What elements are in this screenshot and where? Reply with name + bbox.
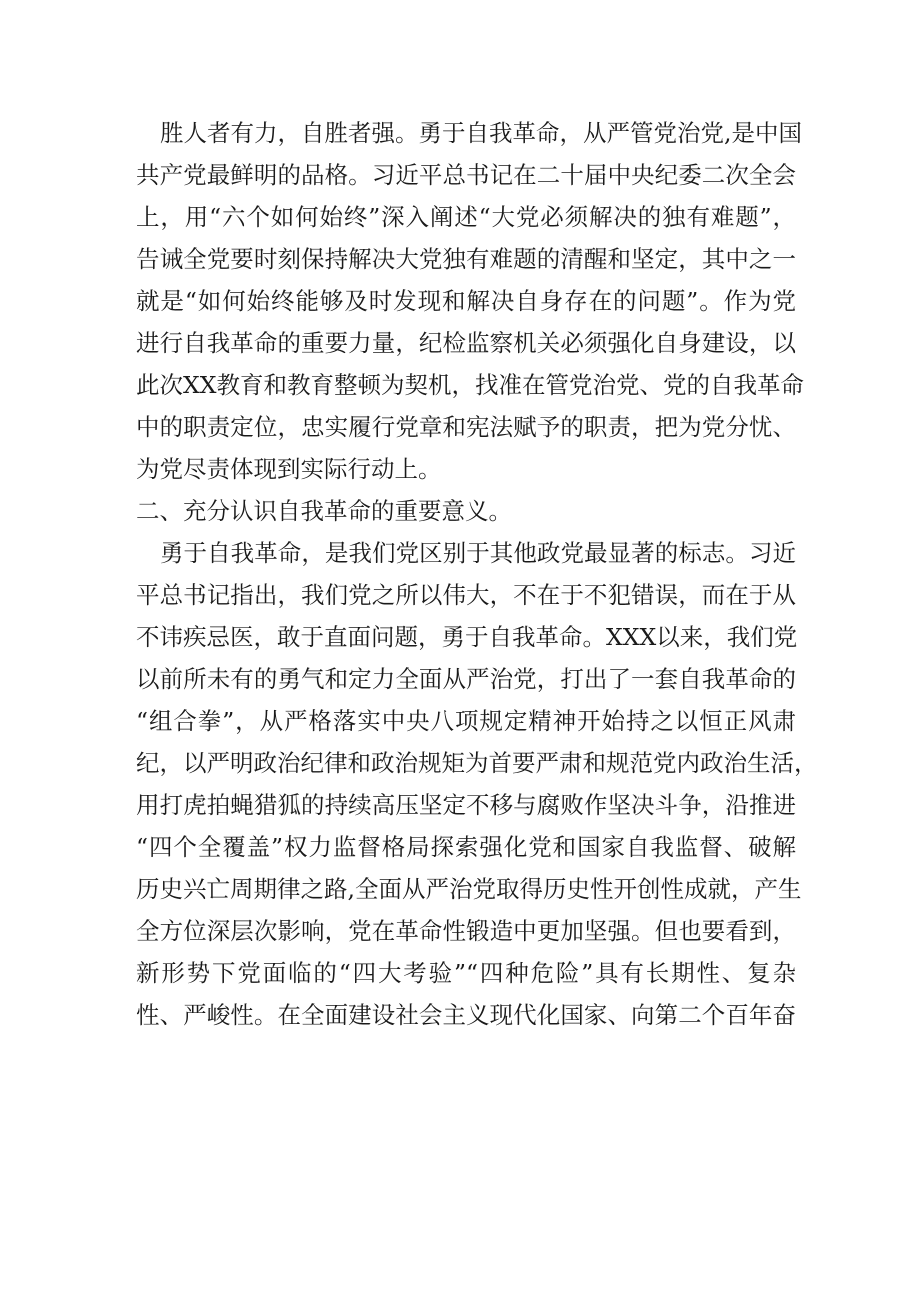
section-heading: 二、充分认识自我革命的重要意义。 xyxy=(136,497,512,525)
paragraph-2-line-11: 新形势下党面临的“四大考验”“四种危险”具有长期性、复杂 xyxy=(136,959,796,987)
paragraph-2-line-4: 以前所未有的勇气和定力全面从严治党，打出了一套自我革命的 xyxy=(136,665,796,693)
paragraph-2-line-8: “四个全覆盖”权力监督格局探索强化党和国家自我监督、破解 xyxy=(136,833,796,861)
paragraph-2-line-6: 纪，以严明政治纪律和政治规矩为首要严肃和规范党内政治生活， xyxy=(136,749,818,777)
paragraph-2-line-10: 全方位深层次影响，党在革命性锻造中更加坚强。但也要看到， xyxy=(136,917,796,945)
paragraph-1-line-8: 中的职责定位，忠实履行党章和宪法赋予的职责，把为党分忧、 xyxy=(136,413,796,441)
paragraph-2-line-1: 勇于自我革命，是我们党区别于其他政党最显著的标志。习近 xyxy=(160,539,796,567)
paragraph-2-line-2: 平总书记指出，我们党之所以伟大，不在于不犯错误，而在于从 xyxy=(136,581,796,609)
paragraph-2-line-9: 历史兴亡周期律之路,全面从严治党取得历史性开创性成就，产生 xyxy=(136,875,802,903)
paragraph-1-line-4: 告诫全党要时刻保持解决大党独有难题的清醒和坚定，其中之一 xyxy=(136,245,796,273)
paragraph-2-line-3: 不讳疾忌医，敢于直面问题，勇于自我革命。XXX以来，我们党 xyxy=(136,623,798,651)
paragraph-1-line-1: 胜人者有力，自胜者强。勇于自我革命，从严管党治党,是中国 xyxy=(160,119,802,147)
paragraph-1-line-5: 就是“如何始终能够及时发现和解决自身存在的问题”。作为党 xyxy=(136,287,796,315)
paragraph-1-line-3: 上，用“六个如何始终”深入阐述“大党必须解决的独有难题”， xyxy=(136,203,796,231)
paragraph-1-line-9: 为党尽责体现到实际行动上。 xyxy=(136,455,442,483)
paragraph-2-line-5: “组合拳”，从严格落实中央八项规定精神开始持之以恒正风肃 xyxy=(136,707,796,735)
paragraph-2-line-12: 性、严峻性。在全面建设社会主义现代化国家、向第二个百年奋 xyxy=(136,1001,796,1029)
paragraph-1-line-6: 进行自我革命的重要力量，纪检监察机关必须强化自身建设，以 xyxy=(136,329,796,357)
paragraph-2-line-7: 用打虎拍蝇猎狐的持续高压坚定不移与腐败作坚决斗争，沿推进 xyxy=(136,791,796,819)
paragraph-1-line-7: 此次XX教育和教育整顿为契机，找准在管党治党、党的自我革命 xyxy=(136,371,804,399)
paragraph-1-line-2: 共产党最鲜明的品格。习近平总书记在二十届中央纪委二次全会 xyxy=(136,161,796,189)
